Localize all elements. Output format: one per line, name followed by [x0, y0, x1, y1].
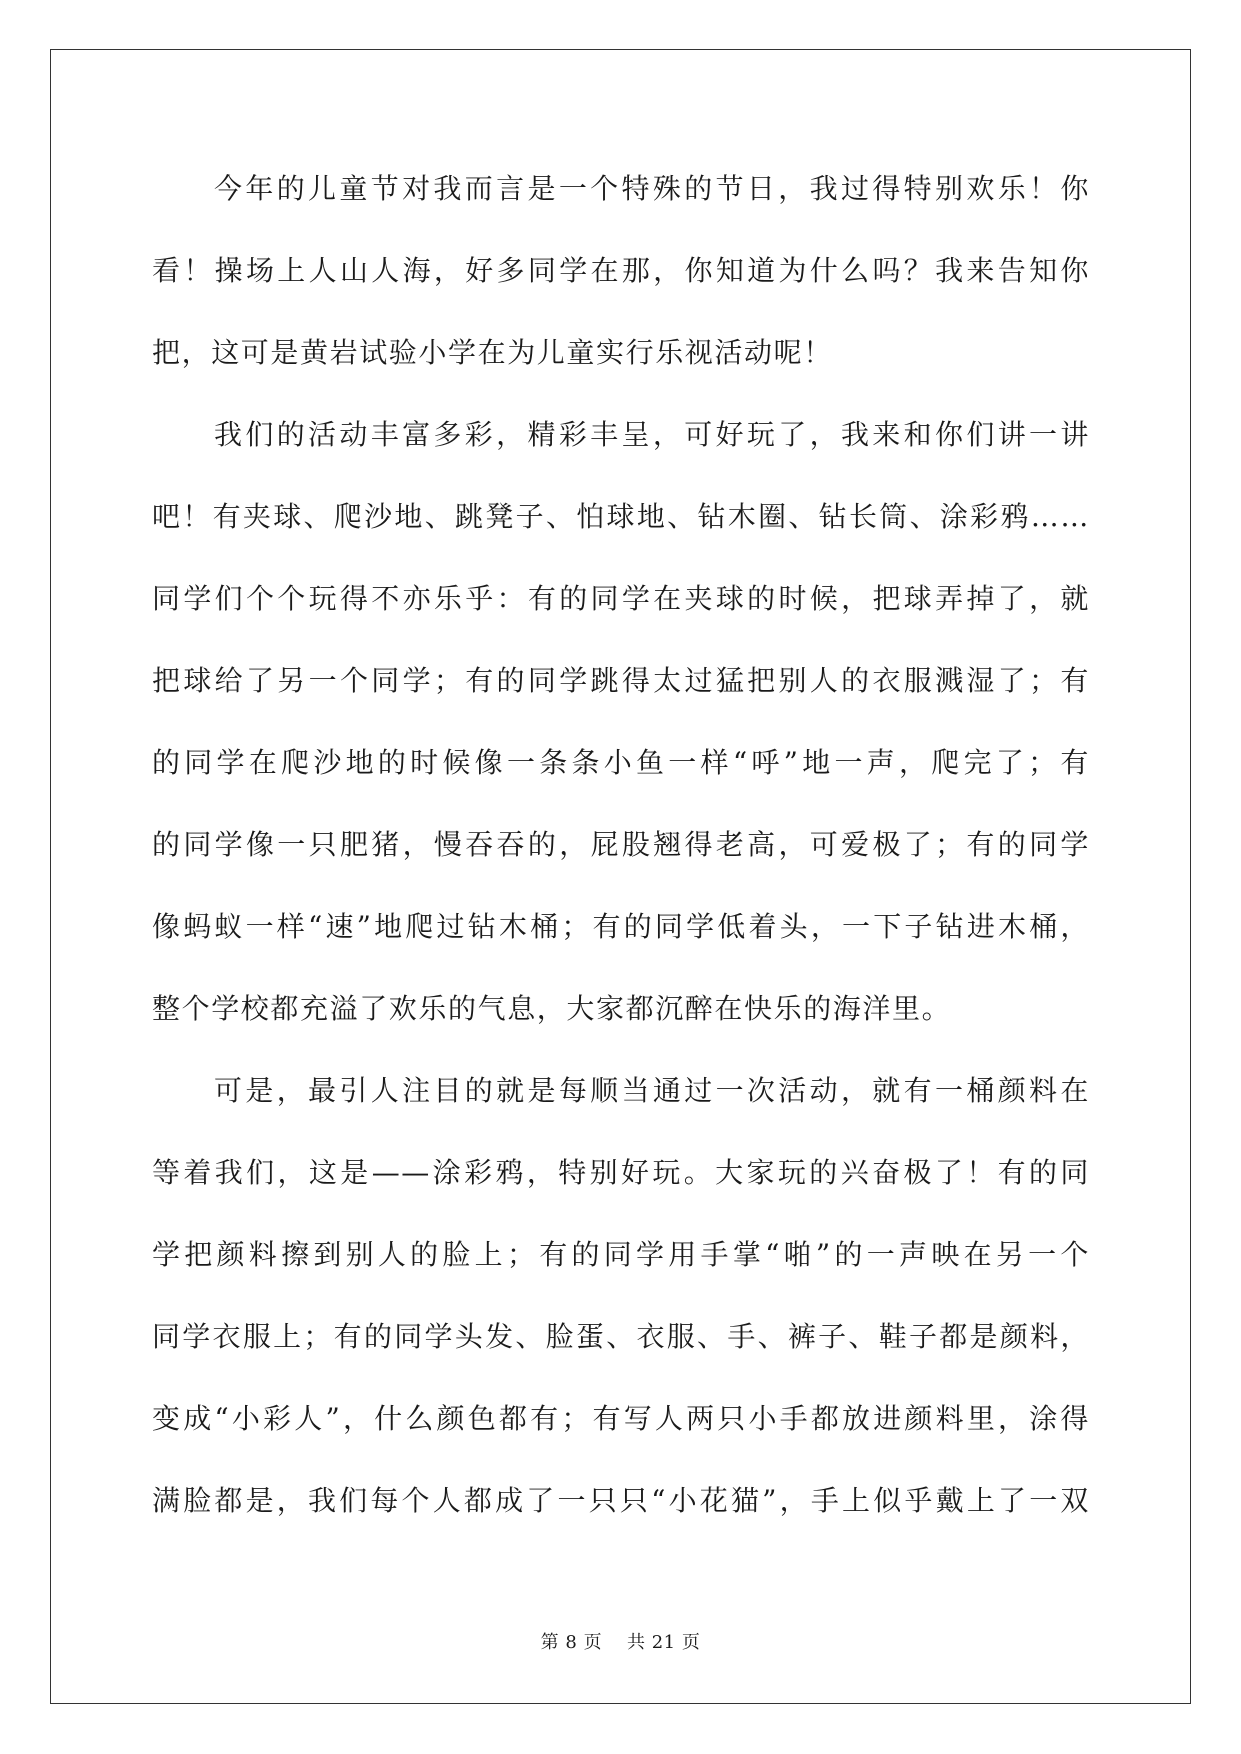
paragraph-1-line-2: 看！操场上人山人海，好多同学在那，你知道为什么吗？我来告知你: [152, 254, 1090, 287]
paragraph-2-line-3: 同学们个个玩得不亦乐乎：有的同学在夹球的时候，把球弄掉了，就: [152, 582, 1090, 615]
paragraph-2-line-6: 的同学像一只肥猪，慢吞吞的，屁股翘得老高，可爱极了；有的同学: [152, 828, 1090, 861]
paragraph-2-line-2: 吧！有夹球、爬沙地、跳凳子、怕球地、钻木圈、钻长筒、涂彩鸦……: [152, 500, 1090, 533]
paragraph-2-line-1: 我们的活动丰富多彩，精彩丰呈，可好玩了，我来和你们讲一讲: [214, 418, 1090, 451]
paragraph-1-line-1: 今年的儿童节对我而言是一个特殊的节日，我过得特别欢乐！你: [214, 172, 1090, 205]
paragraph-2-line-8: 整个学校都充溢了欢乐的气息，大家都沉醉在快乐的海洋里。: [152, 992, 952, 1025]
page-number: 第 8 页: [540, 1632, 603, 1653]
page-footer: [0, 1628, 1241, 1654]
footer-separator: [602, 1632, 627, 1653]
document-body: [152, 148, 1090, 1542]
paragraph-3-line-4: 同学衣服上；有的同学头发、脸蛋、衣服、手、裤子、鞋子都是颜料，: [152, 1320, 1090, 1353]
paragraph-3-line-1: 可是，最引人注目的就是每顺当通过一次活动，就有一桶颜料在: [214, 1074, 1090, 1107]
paragraph-3-line-5: 变成“小彩人”，什么颜色都有；有写人两只小手都放进颜料里，涂得: [152, 1402, 1090, 1435]
paragraph-3-line-6: 满脸都是，我们每个人都成了一只只“小花猫”，手上似乎戴上了一双: [152, 1484, 1090, 1517]
paragraph-1-line-3: 把，这可是黄岩试验小学在为儿童实行乐视活动呢！: [152, 336, 833, 369]
paragraph-2-line-7: 像蚂蚁一样“速”地爬过钻木桶；有的同学低着头，一下子钻进木桶，: [152, 910, 1090, 943]
paragraph-2-line-4: 把球给了另一个同学；有的同学跳得太过猛把别人的衣服溅湿了；有: [152, 664, 1090, 697]
paragraph-2-line-5: 的同学在爬沙地的时候像一条条小鱼一样“呼”地一声，爬完了；有: [152, 746, 1090, 779]
paragraph-3-line-2: 等着我们，这是——涂彩鸦，特别好玩。大家玩的兴奋极了！有的同: [152, 1156, 1090, 1189]
page-total: 共 21 页: [626, 1632, 701, 1653]
paragraph-3-line-3: 学把颜料擦到别人的脸上；有的同学用手掌“啪”的一声映在另一个: [152, 1238, 1090, 1271]
